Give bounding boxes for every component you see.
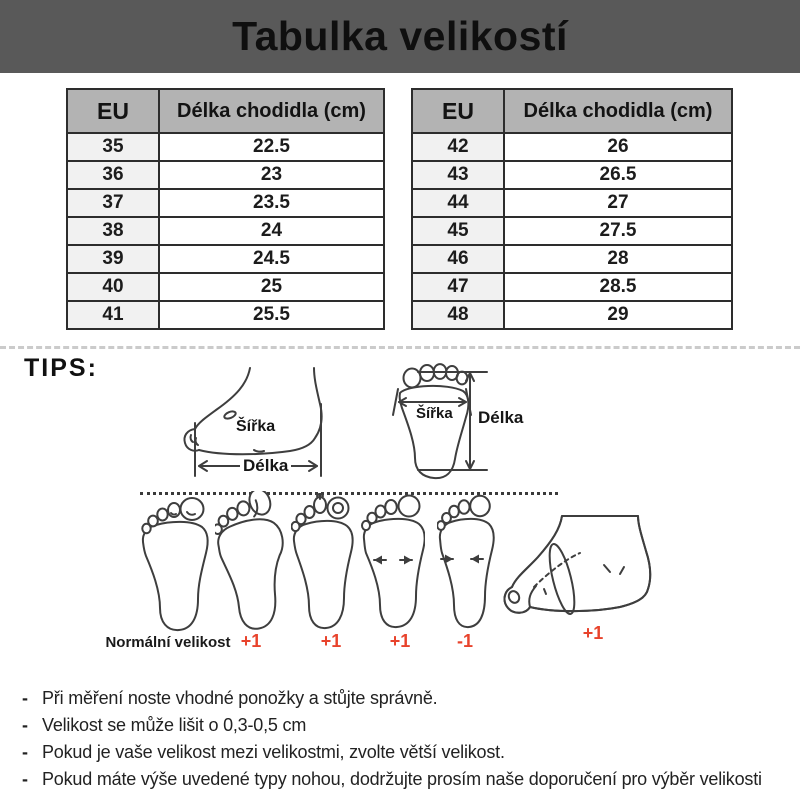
tips-heading: TIPS:	[24, 354, 98, 382]
size-table-eu-35-41	[66, 88, 385, 330]
footprint-bunion	[215, 491, 285, 638]
eu-size-cell: 47	[412, 273, 504, 301]
note-item	[16, 742, 792, 763]
footprint-drawing	[140, 496, 212, 636]
footprint-normal	[140, 496, 212, 641]
table-row	[67, 189, 384, 217]
column-header-length: Délka chodidla (cm)	[159, 89, 384, 133]
note-text: Pokud máte výše uvedené typy nohou, dodržujte prosím naše doporučení pro výběr velikosti	[42, 769, 762, 789]
eu-size-cell: 46	[412, 245, 504, 273]
foot-type-label-plus1: +1	[582, 623, 604, 643]
note-item	[16, 769, 792, 790]
bullet-dash: -	[22, 715, 28, 735]
eu-size-cell: 45	[412, 217, 504, 245]
length-label-top: Délka	[475, 408, 526, 428]
width-label-side: Šířka	[233, 418, 278, 436]
length-cell: 28.5	[504, 273, 732, 301]
table-header-row	[412, 89, 732, 133]
table-row	[412, 273, 732, 301]
eu-size-cell: 35	[67, 133, 159, 161]
length-cell: 23	[159, 161, 384, 189]
footprint-drawing	[291, 493, 355, 633]
table-row	[67, 217, 384, 245]
table-row	[67, 133, 384, 161]
table-row	[412, 133, 732, 161]
table-row	[412, 245, 732, 273]
column-header-eu: EU	[67, 89, 159, 133]
table-row	[412, 161, 732, 189]
foot-type-label-plus1: +1	[240, 631, 262, 651]
eu-size-cell: 36	[67, 161, 159, 189]
length-cell: 27.5	[504, 217, 732, 245]
eu-size-cell: 38	[67, 217, 159, 245]
note-text: Při měření noste vhodné ponožky a stůjte správně.	[42, 688, 438, 708]
foot-type-label-normal: Normální velikost	[105, 634, 231, 651]
table-row	[67, 161, 384, 189]
size-table-eu-42-48	[411, 88, 733, 330]
length-cell: 25	[159, 273, 384, 301]
table-row	[412, 301, 732, 329]
foot-side-drawing	[500, 513, 655, 633]
table-row	[412, 189, 732, 217]
column-header-eu: EU	[412, 89, 504, 133]
notes-list	[16, 688, 792, 796]
note-item	[16, 715, 792, 736]
bullet-dash: -	[22, 769, 28, 789]
footprint-drawing	[437, 493, 495, 633]
column-header-length: Délka chodidla (cm)	[504, 89, 732, 133]
table-row	[67, 301, 384, 329]
length-cell: 24	[159, 217, 384, 245]
length-cell: 29	[504, 301, 732, 329]
footprint-wide	[361, 493, 425, 638]
foot-type-label-plus1: +1	[389, 631, 411, 651]
foot-type-label-plus1: +1	[320, 631, 342, 651]
eu-size-cell: 37	[67, 189, 159, 217]
dashed-divider	[0, 346, 800, 349]
eu-size-cell: 43	[412, 161, 504, 189]
length-label-side: Délka	[240, 456, 291, 476]
table-row	[67, 273, 384, 301]
length-cell: 24.5	[159, 245, 384, 273]
eu-size-cell: 44	[412, 189, 504, 217]
footprint-narrow	[437, 493, 495, 638]
note-text: Pokud je vaše velikost mezi velikostmi, zvolte větší velikost.	[42, 742, 505, 762]
note-item	[16, 688, 792, 709]
note-text: Velikost se může lišit o 0,3-0,5 cm	[42, 715, 307, 735]
length-cell: 27	[504, 189, 732, 217]
bullet-dash: -	[22, 742, 28, 762]
eu-size-cell: 41	[67, 301, 159, 329]
length-cell: 25.5	[159, 301, 384, 329]
width-label-top: Šířka	[413, 405, 456, 422]
eu-size-cell: 39	[67, 245, 159, 273]
length-cell: 26	[504, 133, 732, 161]
length-cell: 28	[504, 245, 732, 273]
footprint-drawing	[215, 491, 285, 633]
eu-size-cell: 42	[412, 133, 504, 161]
table-row	[412, 217, 732, 245]
footprint-long-toe	[291, 493, 355, 638]
footprint-drawing	[361, 493, 425, 633]
table-row	[67, 245, 384, 273]
table-header-row	[67, 89, 384, 133]
length-cell: 26.5	[504, 161, 732, 189]
eu-size-cell: 40	[67, 273, 159, 301]
length-cell: 22.5	[159, 133, 384, 161]
foot-type-label-minus1: -1	[456, 631, 474, 651]
foot-high-instep	[500, 513, 655, 638]
title-bar	[0, 0, 800, 73]
eu-size-cell: 48	[412, 301, 504, 329]
length-cell: 23.5	[159, 189, 384, 217]
page-title: Tabulka velikostí	[232, 13, 568, 59]
bullet-dash: -	[22, 688, 28, 708]
